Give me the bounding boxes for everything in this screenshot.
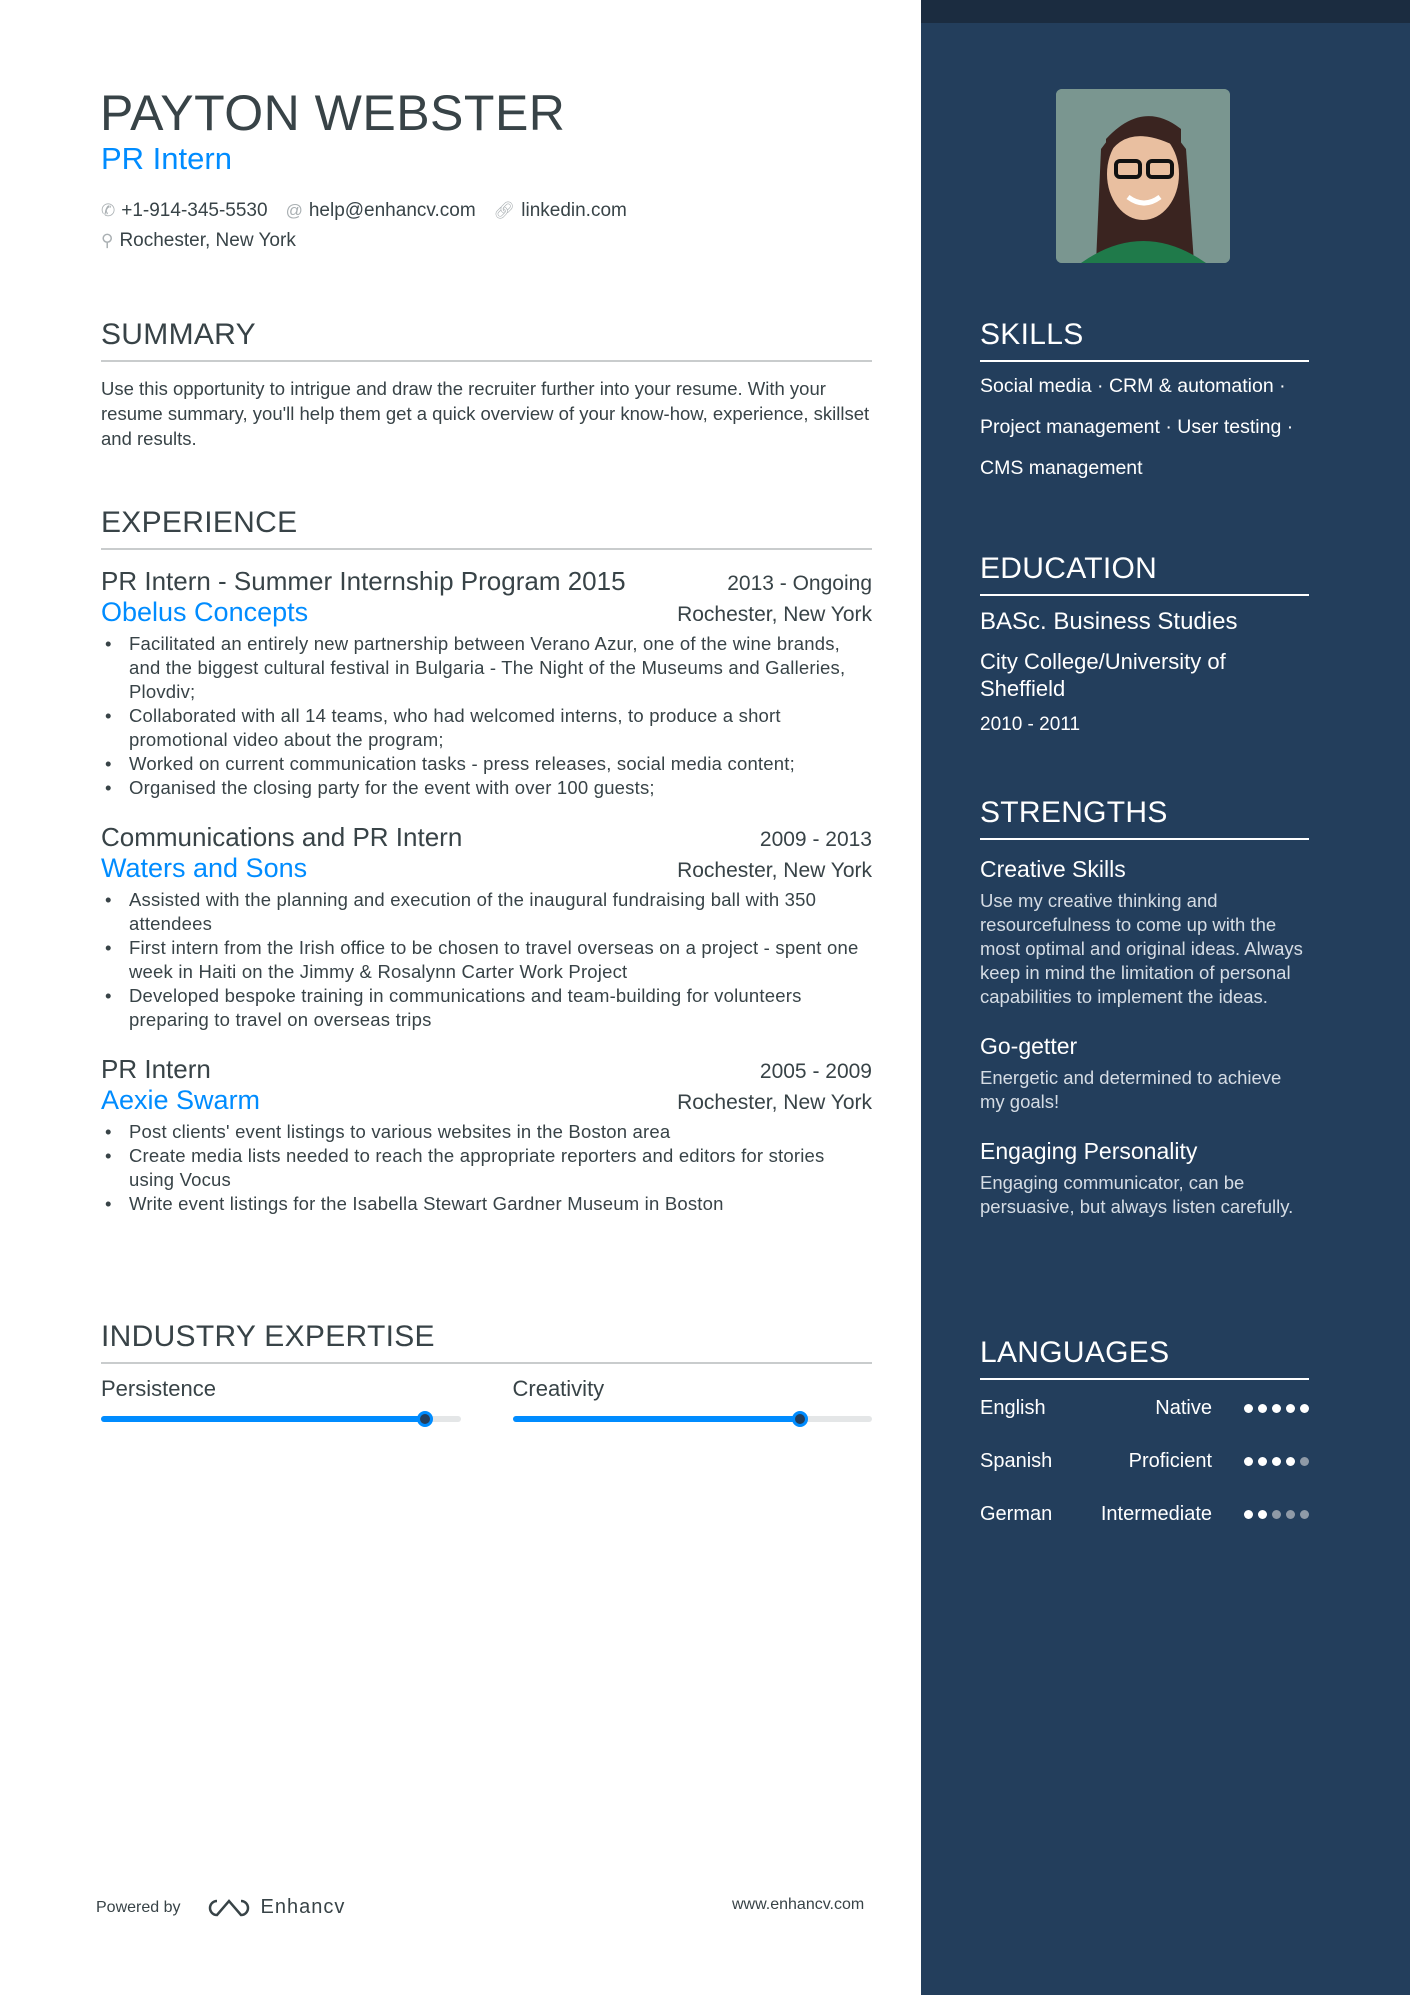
enhancv-logo-icon <box>207 1897 253 1919</box>
filled-dot <box>1244 1457 1253 1466</box>
linkedin-link[interactable]: linkedin.com <box>521 200 627 221</box>
empty-dot <box>1272 1510 1281 1519</box>
language-dots <box>1244 1404 1309 1413</box>
summary-text: Use this opportunity to intrigue and draw the recruiter further into your resume. With your resume summary, you'll help them get a quick overview of your know-how, experience, skillset and results. <box>101 378 870 449</box>
email[interactable]: help@enhancv.com <box>308 200 476 221</box>
language-name: English <box>980 1397 1046 1419</box>
job-title: PR Intern <box>101 1054 211 1084</box>
job-bullet: • Create media lists needed to reach the appropriate reporters and editors for stories using Vocus <box>101 1144 872 1192</box>
phone: +1-914-345-5530 <box>121 200 268 221</box>
filled-dot <box>1300 1404 1309 1413</box>
expertise-heading: INDUSTRY EXPERTISE <box>101 1320 872 1364</box>
empty-dot <box>1286 1510 1295 1519</box>
job-location: Rochester, New York <box>677 603 872 626</box>
job-bullet: • Worked on current communication tasks - press releases, social media content; <box>101 752 872 776</box>
company-name: Waters and Sons <box>101 853 308 883</box>
skills-line: Project management · User testing · <box>980 416 1294 438</box>
job-title: Communications and PR Intern <box>101 822 463 852</box>
language-dots <box>1244 1510 1309 1519</box>
filled-dot <box>1244 1510 1253 1519</box>
experience-section <box>101 506 872 1216</box>
at-icon: @ <box>285 201 303 220</box>
strength-title: Engaging Personality <box>980 1138 1198 1164</box>
empty-dot <box>1300 1457 1309 1466</box>
filled-dot <box>1286 1404 1295 1413</box>
strength-title: Creative Skills <box>980 856 1126 882</box>
job-entry <box>101 566 872 800</box>
skills-heading: SKILLS <box>980 318 1309 362</box>
filled-dot <box>1244 1404 1253 1413</box>
link-icon: 🔗︎ <box>493 201 516 220</box>
contact-info <box>101 196 801 256</box>
company-name: Obelus Concepts <box>101 597 309 627</box>
filled-dot <box>1272 1404 1281 1413</box>
empty-dot <box>1300 1510 1309 1519</box>
language-dots <box>1244 1457 1309 1466</box>
strength-desc: Engaging communicator, can be persuasive, but always listen carefully. <box>980 1172 1294 1217</box>
filled-dot <box>1258 1404 1267 1413</box>
strength-desc: Use my creative thinking and resourcefulness to come up with the most optimal and original ideas. Always keep in mind the limitation of personal capabilities to implement the ideas. <box>980 890 1303 1007</box>
languages-heading: LANGUAGES <box>980 1336 1309 1380</box>
job-dates: 2013 - Ongoing <box>727 572 872 595</box>
industry-expertise-section <box>101 1320 872 1422</box>
candidate-name: PAYTON WEBSTER <box>100 85 566 141</box>
job-bullet: • First intern from the Irish office to be chosen to travel overseas on a project - spent one week in Haiti on the Jimmy & Rosalynn Carter Work Project <box>101 936 872 984</box>
summary-heading: SUMMARY <box>101 318 872 362</box>
job-title: PR Intern - Summer Internship Program 2015 <box>101 566 626 596</box>
job-bullet: • Developed bespoke training in communications and team-building for volunteers preparing to travel on overseas trips <box>101 984 872 1032</box>
job-location: Rochester, New York <box>677 1091 872 1114</box>
filled-dot <box>1258 1457 1267 1466</box>
expertise-label: Creativity <box>512 1376 605 1401</box>
language-level: Proficient <box>1128 1450 1212 1472</box>
powered-by-label: Powered by <box>96 1898 181 1916</box>
skills-line: CMS management <box>980 457 1143 479</box>
job-bullet: • Assisted with the planning and execution of the inaugural fundraising ball with 350 attendees <box>101 888 872 936</box>
language-level: Intermediate <box>1100 1503 1212 1525</box>
job-entry <box>101 822 872 1032</box>
summary-section <box>101 318 872 451</box>
language-name: Spanish <box>980 1450 1053 1472</box>
school: City College/University of Sheffield <box>980 649 1226 701</box>
enhancv-brand: Enhancv <box>260 1896 346 1918</box>
expertise-bar <box>513 1416 873 1422</box>
language-row <box>980 1382 1309 1435</box>
expertise-bar <box>101 1416 461 1422</box>
job-dates: 2009 - 2013 <box>759 828 872 851</box>
strength-item <box>980 1033 1309 1114</box>
skills-section <box>980 318 1309 489</box>
strength-item <box>980 1138 1309 1219</box>
profile-photo <box>1056 89 1230 263</box>
degree: BASc. Business Studies <box>980 608 1238 635</box>
filled-dot <box>1286 1457 1295 1466</box>
language-row <box>980 1488 1309 1541</box>
company-name: Aexie Swarm <box>101 1085 261 1115</box>
expertise-item <box>101 1376 461 1422</box>
job-bullet: • Write event listings for the Isabella Stewart Gardner Museum in Boston <box>101 1192 872 1216</box>
strength-title: Go-getter <box>980 1033 1078 1059</box>
job-bullet: • Collaborated with all 14 teams, who had welcomed interns, to produce a short promotional video about the program; <box>101 704 872 752</box>
location: Rochester, New York <box>119 230 296 251</box>
candidate-title: PR Intern <box>101 141 232 176</box>
footer-branding <box>96 1896 345 1919</box>
education-dates: 2010 - 2011 <box>980 714 1081 735</box>
job-entry <box>101 1054 872 1216</box>
strength-desc: Energetic and determined to achieve my goals! <box>980 1067 1282 1112</box>
job-dates: 2005 - 2009 <box>759 1060 872 1083</box>
languages-section <box>980 1336 1309 1541</box>
expertise-label: Persistence <box>101 1376 216 1401</box>
expertise-knob <box>417 1411 433 1427</box>
job-bullet: • Facilitated an entirely new partnership between Verano Azur, one of the wine brands, and the biggest cultural festival in Bulgaria - The Night of the Museums and Galleries, Plovdiv; <box>101 632 872 704</box>
expertise-knob <box>792 1411 808 1427</box>
experience-heading: EXPERIENCE <box>101 506 872 550</box>
language-name: German <box>980 1503 1053 1525</box>
job-bullet: • Organised the closing party for the event with over 100 guests; <box>101 776 872 800</box>
job-location: Rochester, New York <box>677 859 872 882</box>
footer-url[interactable]: www.enhancv.com <box>732 1896 865 1913</box>
phone-icon: ✆ <box>101 201 116 220</box>
expertise-item <box>513 1376 873 1422</box>
skills-line: Social media · CRM & automation · <box>980 375 1286 397</box>
language-row <box>980 1435 1309 1488</box>
strengths-heading: STRENGTHS <box>980 796 1309 840</box>
strengths-section <box>980 796 1309 1219</box>
language-level: Native <box>1155 1397 1212 1419</box>
filled-dot <box>1272 1457 1281 1466</box>
education-section <box>980 552 1309 736</box>
filled-dot <box>1258 1510 1267 1519</box>
sidebar-top-band <box>921 0 1410 23</box>
education-heading: EDUCATION <box>980 552 1309 596</box>
strength-item <box>980 856 1309 1009</box>
location-pin-icon: ⚲ <box>101 231 114 250</box>
job-bullet: • Post clients' event listings to various websites in the Boston area <box>101 1120 872 1144</box>
